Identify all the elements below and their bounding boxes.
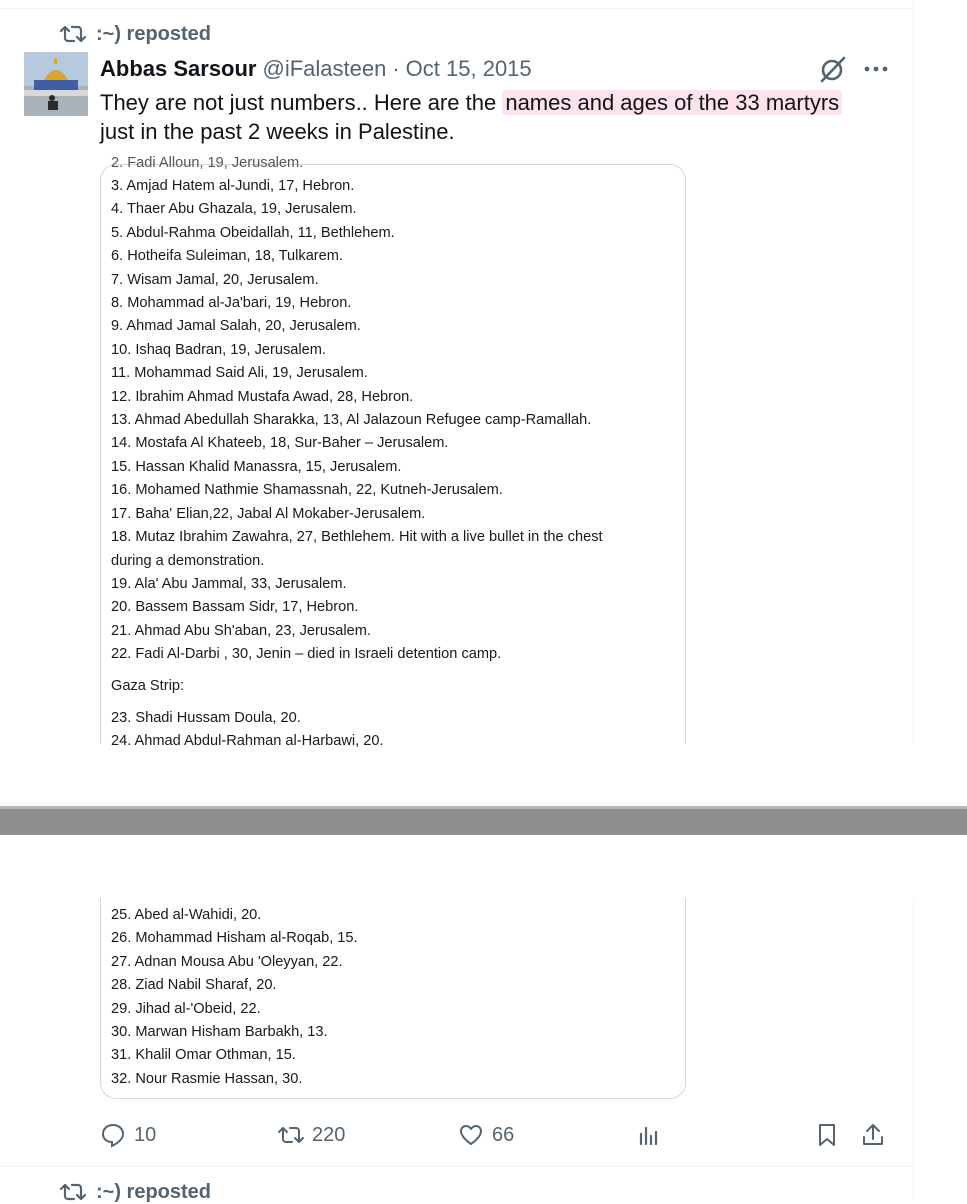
reply-count: 10 <box>134 1123 157 1146</box>
list-item: 31. Khalil Omar Othman, 15. <box>111 1047 296 1064</box>
repost-context-label: :~) reposted <box>96 22 212 45</box>
list-item: 4. Thaer Abu Ghazala, 19, Jerusalem. <box>111 201 357 218</box>
like-button[interactable] <box>458 1120 514 1150</box>
column-border-lower <box>913 898 914 1199</box>
reply-button[interactable] <box>100 1120 156 1150</box>
list-item: 9. Ahmad Jamal Salah, 20, Jerusalem. <box>111 318 361 335</box>
martyrs-list-part3 <box>111 904 358 1091</box>
list-item: 3. Amjad Hatem al-Jundi, 17, Hebron. <box>111 178 355 194</box>
list-item: 19. Ala' Abu Jammal, 33, Jerusalem. <box>111 575 347 592</box>
list-item: 6. Hotheifa Suleiman, 18, Tulkarem. <box>111 248 343 265</box>
reply-icon <box>100 1122 126 1148</box>
bottom-divider <box>0 1166 913 1167</box>
tweet-media-image[interactable] <box>100 155 686 750</box>
list-item: 12. Ibrahim Ahmad Mustafa Awad, 28, Hebron. <box>111 388 414 405</box>
list-item: 16. Mohamed Nathmie Shamassnah, 22, Kutneh-Jerusalem. <box>111 482 503 499</box>
list-item: 25. Abed al-Wahidi, 20. <box>111 907 262 923</box>
list-item: 30. Marwan Hisham Barbakh, 13. <box>111 1024 328 1041</box>
author-handle[interactable]: @iFalasteen <box>262 56 387 81</box>
tweet-media-image-continued[interactable] <box>100 898 686 1099</box>
bookmark-button[interactable] <box>814 1120 840 1150</box>
like-count: 66 <box>492 1123 515 1146</box>
list-item: 15. Hassan Khalid Manassra, 15, Jerusalem. <box>111 458 402 475</box>
media-clipped-line: 2. Fadi Alloun, 19, Jerusalem. <box>111 155 304 171</box>
list-item: 26. Mohammad Hisham al-Roqab, 15. <box>111 930 358 947</box>
list-item: 14. Mostafa Al Khateeb, 18, Sur-Baher – Jerusalem. <box>111 435 449 452</box>
tweet-text <box>100 88 900 146</box>
repost-context[interactable] <box>60 22 211 46</box>
tweet-text-after: just in the past 2 weeks in Palestine. <box>100 119 455 144</box>
repost-count: 220 <box>312 1123 346 1146</box>
list-item: 10. Ishaq Badran, 19, Jerusalem. <box>111 341 326 358</box>
list-item: during a demonstration. <box>111 552 265 569</box>
repost-icon <box>60 23 86 45</box>
tweet-actions <box>100 1120 900 1150</box>
list-item: 32. Nour Rasmie Hassan, 30. <box>111 1070 303 1087</box>
repost-button[interactable] <box>278 1120 345 1150</box>
list-item: 11. Mohammad Said Ali, 19, Jerusalem. <box>111 365 368 382</box>
views-button[interactable] <box>636 1120 662 1150</box>
next-repost-context[interactable] <box>60 1180 211 1204</box>
list-item: 24. Ahmad Abdul-Rahman al-Harbawi, 20. <box>111 733 384 750</box>
list-item: 23. Shadi Hussam Doula, 20. <box>111 709 301 726</box>
views-icon <box>636 1122 662 1148</box>
list-item: 22. Fadi Al-Darbi , 30, Jenin – died in Israeli detention camp. <box>111 646 502 663</box>
share-icon <box>860 1122 886 1148</box>
next-repost-context-label: :~) reposted <box>96 1180 212 1203</box>
author-name[interactable]: Abbas Sarsour <box>100 56 257 81</box>
list-item: 13. Ahmad Abedullah Sharakka, 13, Al Jalazoun Refugee camp-Ramallah. <box>111 412 592 429</box>
list-spacer <box>111 698 603 707</box>
heart-icon <box>458 1122 484 1148</box>
martyrs-list-part1 <box>111 175 603 754</box>
grok-icon[interactable] <box>818 54 848 84</box>
list-item: 17. Baha' Elian,22, Jabal Al Mokaber-Jerusalem. <box>111 505 426 522</box>
list-item: 18. Mutaz Ibrahim Zawahra, 27, Bethlehem. Hit with a live bullet in the chest <box>111 529 603 546</box>
avatar[interactable] <box>24 52 88 116</box>
repost-icon <box>60 1181 86 1203</box>
tweet-text-highlight: names and ages of the 33 martyrs <box>502 90 842 115</box>
tweet-date[interactable]: Oct 15, 2015 <box>405 56 532 81</box>
list-item: 8. Mohammad al-Ja'bari, 19, Hebron. <box>111 295 352 312</box>
tweet-header <box>100 54 532 84</box>
screenshot-separator <box>0 806 967 835</box>
repost-action-icon <box>278 1122 304 1148</box>
list-item: 20. Bassem Bassam Sidr, 17, Hebron. <box>111 599 359 616</box>
avatar-image <box>24 52 88 116</box>
column-border <box>913 0 914 743</box>
header-separator: · <box>392 56 400 81</box>
list-spacer <box>111 667 603 675</box>
list-item: 27. Adnan Mousa Abu 'Oleyyan, 22. <box>111 953 343 970</box>
more-options-icon[interactable] <box>862 54 890 84</box>
list-item: 5. Abdul-Rahma Obeidallah, 11, Bethlehem. <box>111 224 395 241</box>
list-item: 28. Ziad Nabil Sharaf, 20. <box>111 977 277 994</box>
list-item: 21. Ahmad Abu Sh'aban, 23, Jerusalem. <box>111 622 371 639</box>
list-item: 7. Wisam Jamal, 20, Jerusalem. <box>111 271 319 288</box>
list-item: 29. Jihad al-'Obeid, 22. <box>111 1000 261 1017</box>
bookmark-icon <box>814 1122 840 1148</box>
tweet-text-before: They are not just numbers.. Here are the <box>100 90 497 115</box>
top-divider <box>0 8 913 9</box>
share-button[interactable] <box>860 1120 886 1150</box>
gaza-heading: Gaza Strip: <box>111 677 184 694</box>
